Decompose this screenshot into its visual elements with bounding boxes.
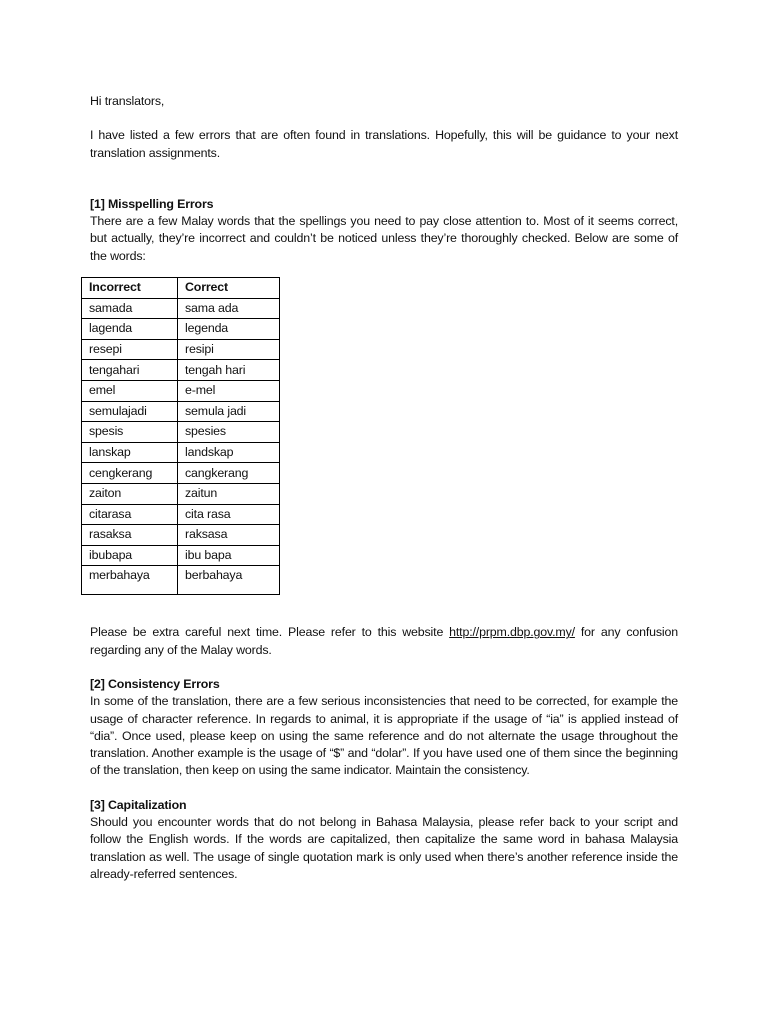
correct-word-cell: resipi <box>178 339 280 360</box>
table-header-row <box>82 278 280 299</box>
incorrect-word-cell: spesis <box>82 422 178 443</box>
table-row <box>82 442 280 463</box>
reference-note-text-end: for any confusion regarding any of the Malay words. <box>90 625 679 657</box>
correct-word-cell: semula jadi <box>178 401 280 422</box>
greeting: Hi translators, <box>90 94 165 108</box>
correct-word-cell: berbahaya <box>178 566 280 595</box>
reference-note-text: Please be extra careful next time. Please refer to this website <box>90 625 450 640</box>
section-body-capitalization: Should you encounter words that do not belong in Bahasa Malaysia, please refer back to your script and follow the English words. If the words are capitalized, then capitalize the same word in bahasa Malaysia translation as well. The usage of single quotation mark is only used when there’s another reference inside the already-referred sentences. <box>90 815 678 881</box>
table-row <box>82 525 280 546</box>
table-row <box>82 463 280 484</box>
table-row <box>82 484 280 505</box>
correct-word-cell: zaitun <box>178 484 280 505</box>
table-row <box>82 360 280 381</box>
table-row <box>82 339 280 360</box>
section-heading-capitalization: [3] Capitalization <box>90 797 187 812</box>
incorrect-word-cell: ibubapa <box>82 545 178 566</box>
table-row <box>82 298 280 319</box>
incorrect-word-cell: tengahari <box>82 360 178 381</box>
incorrect-word-cell: cengkerang <box>82 463 178 484</box>
table-row <box>82 319 280 340</box>
section-body-misspelling: There are a few Malay words that the spellings you need to pay close attention to. Most of it seems correct, but actually, they’re incorrect and couldn’t be noticed unless they’re thoroughly checked. Below are some of the words: <box>90 214 678 263</box>
table-header-incorrect: Incorrect <box>82 278 178 299</box>
table-header-correct: Correct <box>178 278 280 299</box>
correct-word-cell: legenda <box>178 319 280 340</box>
document-page <box>90 93 678 883</box>
incorrect-word-cell: emel <box>82 381 178 402</box>
correct-word-cell: cangkerang <box>178 463 280 484</box>
correct-word-cell: landskap <box>178 442 280 463</box>
correct-word-cell: tengah hari <box>178 360 280 381</box>
incorrect-word-cell: semulajadi <box>82 401 178 422</box>
correct-word-cell: spesies <box>178 422 280 443</box>
table-row <box>82 545 280 566</box>
table-row <box>82 566 280 595</box>
intro-paragraph: I have listed a few errors that are often found in translations. Hopefully, this will be guidance to your next translation assignments. <box>90 128 678 160</box>
table-row <box>82 401 280 422</box>
incorrect-word-cell: merbahaya <box>82 566 178 595</box>
correct-word-cell: ibu bapa <box>178 545 280 566</box>
incorrect-word-cell: zaiton <box>82 484 178 505</box>
section-body-consistency: In some of the translation, there are a few serious inconsistencies that need to be corrected, for example the usage of character reference. In regards to animal, it is appropriate if the usage of “ia” is applied instead of “dia”. Once used, please keep on using the same reference and do not alternate the usage throughout the translation. Another example is the usage of “$” and “dolar”. If you have used one of them since the beginning of the translation, then keep on using the same indicator. Maintain the consistency. <box>90 694 678 778</box>
table-row <box>82 422 280 443</box>
dictionary-website-link[interactable]: http://prpm.dbp.gov.my/ <box>449 625 575 640</box>
section-heading-consistency: [2] Consistency Errors <box>90 676 220 691</box>
correct-word-cell: raksasa <box>178 525 280 546</box>
incorrect-word-cell: lanskap <box>82 442 178 463</box>
incorrect-word-cell: samada <box>82 298 178 319</box>
correct-word-cell: e-mel <box>178 381 280 402</box>
reference-note <box>90 624 678 659</box>
incorrect-word-cell: resepi <box>82 339 178 360</box>
correct-word-cell: sama ada <box>178 298 280 319</box>
misspelling-table <box>81 277 280 595</box>
table-row <box>82 504 280 525</box>
section-heading-misspelling: [1] Misspelling Errors <box>90 196 214 211</box>
incorrect-word-cell: lagenda <box>82 319 178 340</box>
incorrect-word-cell: citarasa <box>82 504 178 525</box>
incorrect-word-cell: rasaksa <box>82 525 178 546</box>
correct-word-cell: cita rasa <box>178 504 280 525</box>
table-row <box>82 381 280 402</box>
